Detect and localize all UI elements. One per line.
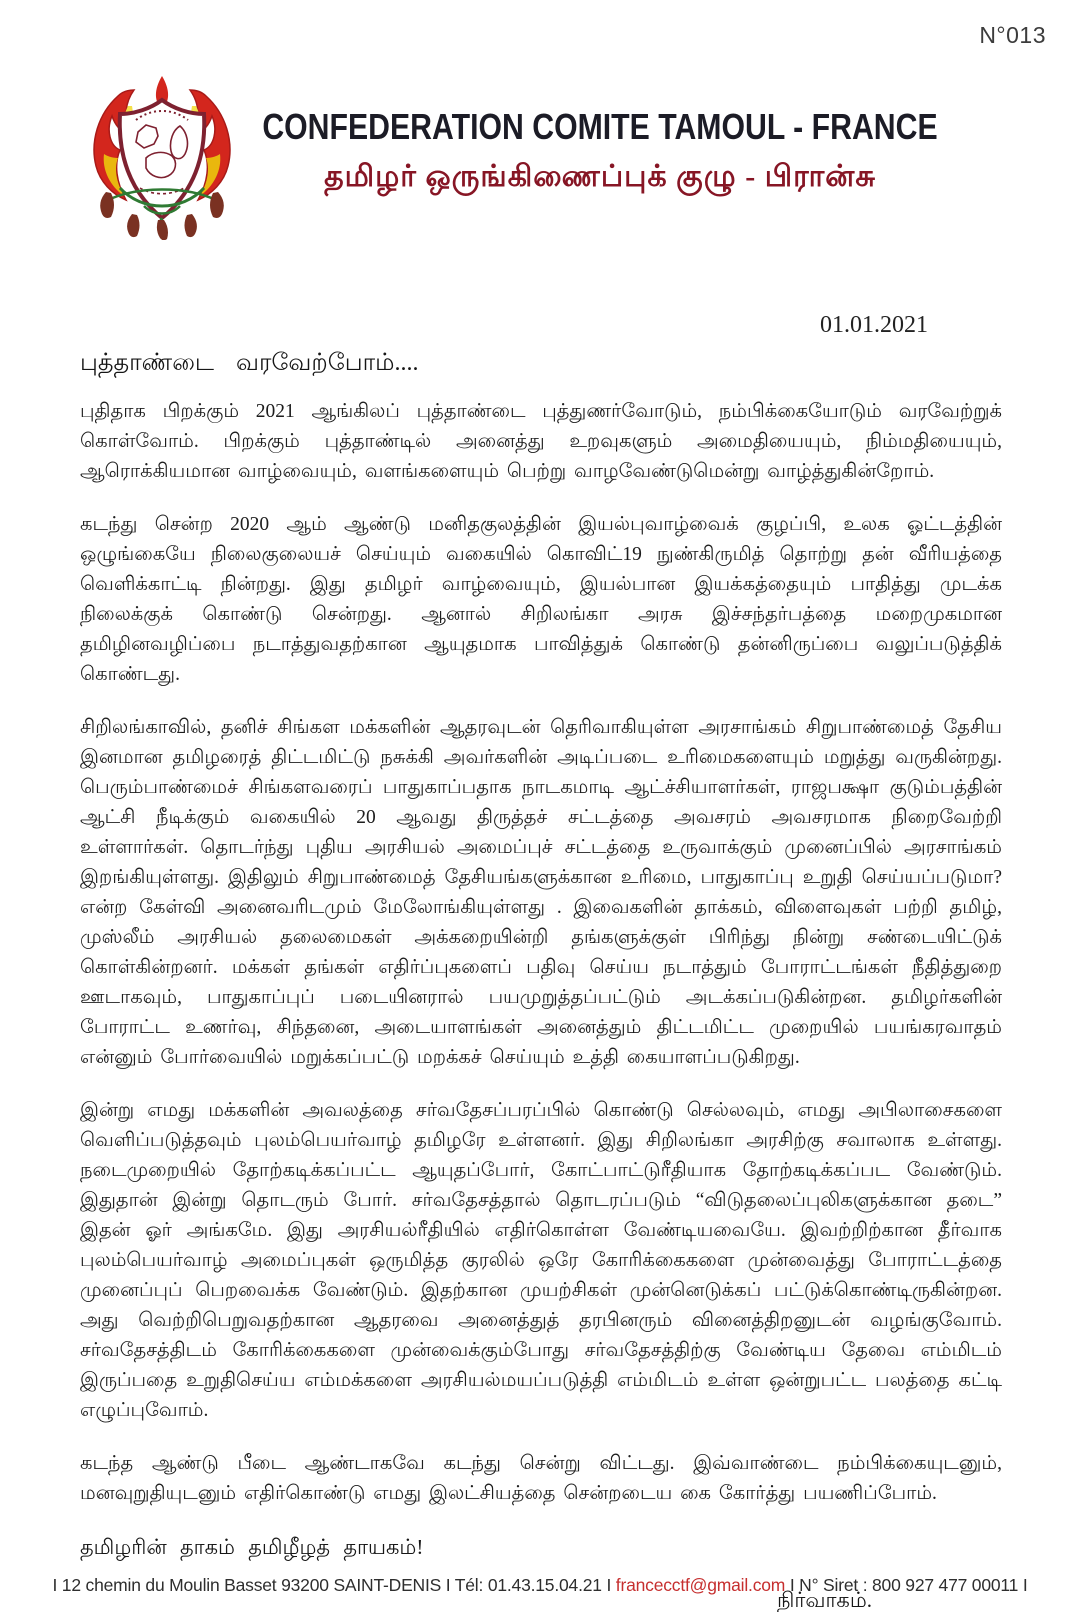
signature: நிர்வாகம்.	[776, 1588, 872, 1612]
letter-heading: புத்தாண்டை வரவேற்போம்....	[80, 350, 419, 376]
footer-siret: I N° Siret : 800 927 477 00011 I	[785, 1575, 1028, 1595]
letter-date: 01.01.2021	[820, 312, 928, 338]
org-name-english: CONFEDERATION COMITE TAMOUL - FRANCE	[262, 106, 938, 147]
org-logo-icon	[84, 70, 240, 240]
letter-slogan: தமிழரின் தாகம் தமிழீழத் தாயகம்!	[80, 1535, 424, 1559]
letter-paragraph-1: புதிதாக பிறக்கும் 2021 ஆங்கிலப் புத்தாண்டை புத்துணர்வோடும், நம்பிக்கையோடும் வரவேற்றுக் கொள்வோம். பிறக்கும் புத்தாண்டில் அனைத்து உறவுகளும் அமைதியையும், நிம்மதியையும், ஆரொக்கியமான வாழ்வையும், வளங்களையும் பெற்று வாழவேண்டுமென்று வாழ்த்துகின்றோம்.	[80, 401, 1002, 482]
letter-paragraph-3: சிறிலங்காவில், தனிச் சிங்கள மக்களின் ஆதரவுடன் தெரிவாகியுள்ள அரசாங்கம் சிறுபாண்மைத் தேசிய இனமான தமிழரைத் திட்டமிட்டு நசுக்கி அவர்களின் அடிப்படை உரிமைகளையும் மறுத்து வருகின்றது. பெரும்பாண்மைச் சிங்களவரைப் பாதுகாப்பதாக நாடகமாடி ஆட்ச்சியாளர்கள், ராஜபக்ஷா குடும்பத்தின் ஆட்சி நீடிக்கும் வகையில் 20 ஆவது திருத்தச் சட்டத்தை அவசரம் அவசரமாக நிறைவேற்றி உள்ளார்கள். தொடர்ந்து புதிய அரசியல் அமைப்புச் சட்டத்தை உருவாக்கும் முனைப்பில் அரசாங்கம் இறங்கியுள்ளது. இதிலும் சிறுபாண்மைத் தேசியங்களுக்கான உரிமை, பாதுகாப்பு உறுதி செய்யப்படுமா? என்ற கேள்வி அனைவரிடமும் மேலோங்கியுள்ளது . இவைகளின் தாக்கம், விளைவுகள் பற்றி தமிழ், முஸ்லீம் அரசியல் தலைமைகள் அக்கறையின்றி தங்களுக்குள் பிரிந்து நின்று சண்டையிட்டுக் கொள்கின்றனர். மக்கள் தங்கள் எதிர்ப்புகளைப் பதிவு செய்ய நடாத்தும் போராட்டங்கள் நீதித்துறை ஊடாகவும், பாதுகாப்புப் படையினரால் பயமுறுத்தப்பட்டும் அடக்கப்படுகின்றன. தமிழர்களின் போராட்ட உணர்வு, சிந்தனை, அடையாளங்கள் அனைத்தும் திட்டமிட்ட முறையில் பயங்கரவாதம் என்னும் போர்வையில் மறுக்கப்பட்டு மறக்கச் செய்யும் உத்தி கையாளப்படுகிறது.	[80, 717, 1002, 1068]
org-name-tamil: தமிழர் ஒருங்கிணைப்புக் குழு - பிரான்சு	[324, 160, 876, 193]
letter-paragraph-4: இன்று எமது மக்களின் அவலத்தை சர்வதேசப்பரப்பில் கொண்டு செல்லவும், எமது அபிலாசைகளை வெளிப்படுத்தவும் புலம்பெயர்வாழ் தமிழரே உள்ளனர். இது சிறிலங்கா அரசிற்கு சவாலாக உள்ளது. நடைமுறையில் தோற்கடிக்கப்பட்ட ஆயுதப்போர், கோட்பாட்டுரீதியாக தோற்கடிக்கப்பட வேண்டும். இதுதான் இன்று தொடரும் போர். சர்வதேசத்தால் தொடரப்படும் “விடுதலைப்புலிகளுக்கான தடை” இதன் ஓர் அங்கமே. இது அரசியல்ரீதியில் எதிர்கொள்ள வேண்டியவையே. இவற்றிற்கான தீர்வாக புலம்பெயர்வாழ் அமைப்புகள் ஒருமித்த குரலில் ஒரே கோரிக்கைகளை முன்வைத்து போராட்டத்தை முனைப்புப் பெறவைக்க வேண்டும். இதற்கான முயற்சிகள் முன்னெடுக்கப் பட்டுக்கொண்டிருகின்றன. அது வெற்றிபெறுவதற்கான ஆதரவை அனைத்துத் தரபினரும் வினைத்திறனுடன் வழங்குவோம். சர்வதேசத்திடம் கோரிக்கைகளை முன்வைக்கும்போது சர்வதேசத்திற்கு வேண்டிய தேவை எம்மிடம் இருப்பதை உறுதிசெய்ய எம்மக்களை அரசியல்மயப்படுத்தி எம்மிடம் உள்ள ஒன்றுபட்ட பலத்தை கட்டி எழுப்புவோம்.	[80, 1100, 1002, 1421]
org-name-english-row	[160, 106, 1040, 148]
letter-paragraph-5: கடந்த ஆண்டு பீடை ஆண்டாகவே கடந்து சென்று விட்டது. இவ்வாண்டை நம்பிக்கையுடனும், மனவுறுதியுடனும் எதிர்கொண்டு எமது இலட்சியத்தை சென்றடைய கை கோர்த்து பயணிப்போம்.	[80, 1453, 1002, 1504]
footer-contact	[0, 1575, 1080, 1596]
letter-body	[80, 350, 1002, 1612]
letter-paragraph-2: கடந்து சென்ற 2020 ஆம் ஆண்டு மனிதகுலத்தின் இயல்புவாழ்வைக் குழப்பி, உலக ஓட்டத்தின் ஒழுங்கையே நிலைகுலையச் செய்யும் வகையில் கொவிட்19 நுண்கிருமித் தொற்று தன் வீரியத்தை வெளிக்காட்டி நின்றது. இது தமிழர் வாழ்வையும், இயல்பான இயக்கத்தையும் பாதித்து முடக்க நிலைக்குக் கொண்டு சென்றது. ஆனால் சிறிலங்கா அரசு இச்சந்தர்பத்தை மறைமுகமான தமிழினவழிப்பை நடாத்துவதற்கான ஆயுதமாக பாவித்துக் கொண்டு தன்னிருப்பை வலுப்படுத்திக் கொண்டது.	[80, 514, 1002, 685]
document-number: N°013	[979, 22, 1046, 48]
footer-address-tel: I 12 chemin du Moulin Basset 93200 SAINT-DENIS I Tél: 01.43.15.04.21 I	[52, 1575, 616, 1595]
footer-email: francecctf@gmail.com	[615, 1575, 786, 1595]
